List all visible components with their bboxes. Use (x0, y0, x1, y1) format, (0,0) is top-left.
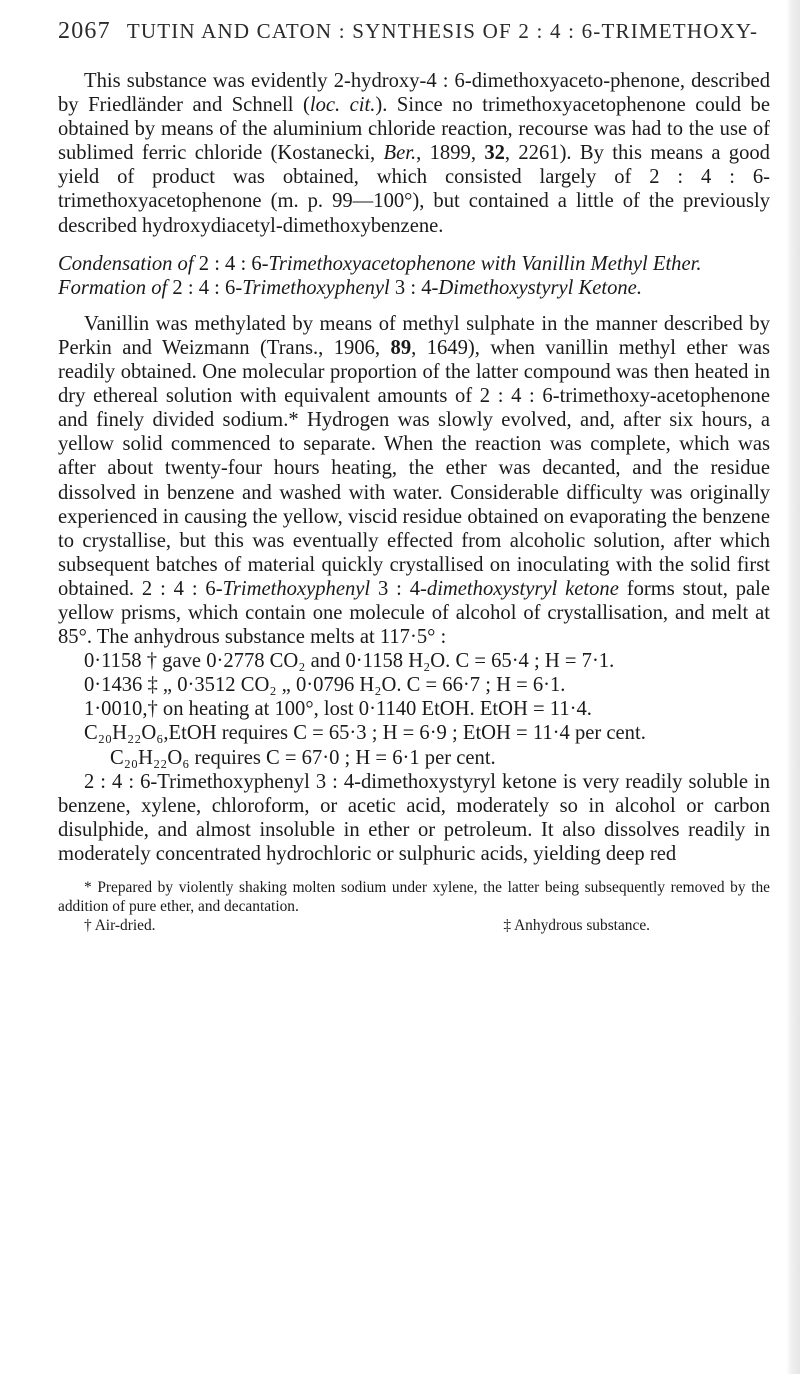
footnote-row (58, 916, 770, 935)
analysis-line: C₂₀H₂₂O₆,EtOH requires C = 65·3 ; H = 6·9 ; EtOH = 11·4 per cent. (84, 722, 646, 745)
compound-name-italic: Trimethoxyphenyl (222, 577, 371, 600)
footnote-sodium: * Prepared by violently shaking molten sodium under xylene, the latter being subsequently removed by the addition of pure ether, and decantation. (58, 879, 770, 915)
running-header (58, 18, 770, 45)
text-run: , 1899, (416, 142, 485, 165)
paragraph-method (58, 312, 770, 649)
footnote-anhydrous: ‡ Anhydrous substance. (503, 917, 650, 934)
section-heading (58, 252, 770, 300)
text-run: , 1649), when vanillin methyl ether was readily obtained. One molecular proportion of the latter compound was then heated in dry ethereal solution with equivalent amounts of 2 : 4 : 6-trimethoxy-acetophenone and finely divided sodium.* Hydrogen was slowly evolved, and, after six hours, a yellow solid commenced to separate. When the reaction was complete, which was after about twenty-four hours heating, the ether was decanted, and the residue dissolved in benzene and washed with water. Considerable difficulty was originally experienced in causing the yellow, viscid residue obtained on evaporating the benzene to crystallise, but this was eventually effected from alcoholic solution, after which subsequent batches of material quickly crystallised on inoculating with the solid first obtained. 2 : 4 : 6- (58, 336, 771, 600)
volume-number: 89 (390, 336, 412, 359)
page-edge-shadow (786, 0, 800, 1374)
heading-run: 2 : 4 : 6- (167, 276, 243, 299)
paragraph-solubility: 2 : 4 : 6-Trimethoxyphenyl 3 : 4-dimethoxystyryl ketone is very readily soluble in benzene, xylene, chloroform, or acetic acid, moderately so in alcohol or carbon disulphide, and almost insoluble in ether or petroleum. It also dissolves readily in moderately concentrated hydrochloric or sulphuric acids, yielding deep red (58, 770, 770, 865)
heading-run: 3 : 4- (389, 276, 439, 299)
journal-abbrev: Ber. (383, 142, 417, 165)
footnotes (58, 878, 770, 935)
analysis-line: C₂₀H₂₂O₆ requires C = 67·0 ; H = 6·1 per cent. (110, 746, 496, 769)
heading-run: Trimethoxyphenyl (242, 276, 390, 299)
analysis-line: 0·1158 † gave 0·2778 CO₂ and 0·1158 H₂O. C = 65·4 ; H = 7·1. (84, 650, 615, 673)
volume-number: 32 (484, 142, 505, 165)
running-title: TUTIN AND CATON : SYNTHESIS OF 2 : 4 : 6-TRIMETHOXY- (126, 19, 759, 43)
text-run: 3 : 4- (370, 577, 427, 600)
footnote-air-dried: † Air-dried. (84, 917, 156, 934)
page-number: 2067 (58, 18, 111, 44)
text-run: This substance was evidently 2-hydroxy-4 : 6-dimethoxyaceto-phenone, described by Friedländer and Schnell ( (58, 70, 770, 117)
paragraph-intro (58, 69, 770, 238)
text-run: forms stout, pale yellow prisms, which contain one molecule of alcohol of crystallisation, and melt at 85°. The anhydrous substance melts at 117·5° : (58, 577, 771, 649)
compound-name-italic: dimethoxystyryl ketone (426, 577, 619, 600)
analysis-line: 0·1436 ‡ „ 0·3512 CO₂ „ 0·0796 H₂O. C = 66·7 ; H = 6·1. (84, 674, 566, 697)
heading-run: Trimethoxyacetophenone with Vanillin Methyl Ether. Formation of (58, 252, 702, 299)
analysis-block (58, 649, 770, 769)
heading-run: Condensation of (58, 252, 194, 275)
heading-run: Dimethoxystyryl Ketone. (438, 276, 642, 299)
citation-italic: loc. cit. (309, 94, 376, 117)
text-run: Vanillin was methylated by means of methyl sulphate in the manner described by Perkin and Weizmann (Trans., 1906, (58, 312, 770, 359)
page (58, 18, 770, 935)
analysis-line: 1·0010,† on heating at 100°, lost 0·1140 EtOH. EtOH = 11·4. (84, 698, 592, 721)
heading-run: 2 : 4 : 6- (193, 252, 269, 275)
text-run: ). Since no trimethoxyacetophenone could be obtained by means of the aluminium chloride reaction, recourse was had to the use of sublimed ferric chloride (Kostanecki, (58, 94, 770, 165)
text-run: , 2261). By this means a good yield of product was obtained, which consisted largely of 2 : 4 : 6-trimethoxyacetophenone (m. p. 99—100°), but contained a little of the previously described hydroxydiacetyl-dimethoxybenzene. (58, 142, 770, 237)
